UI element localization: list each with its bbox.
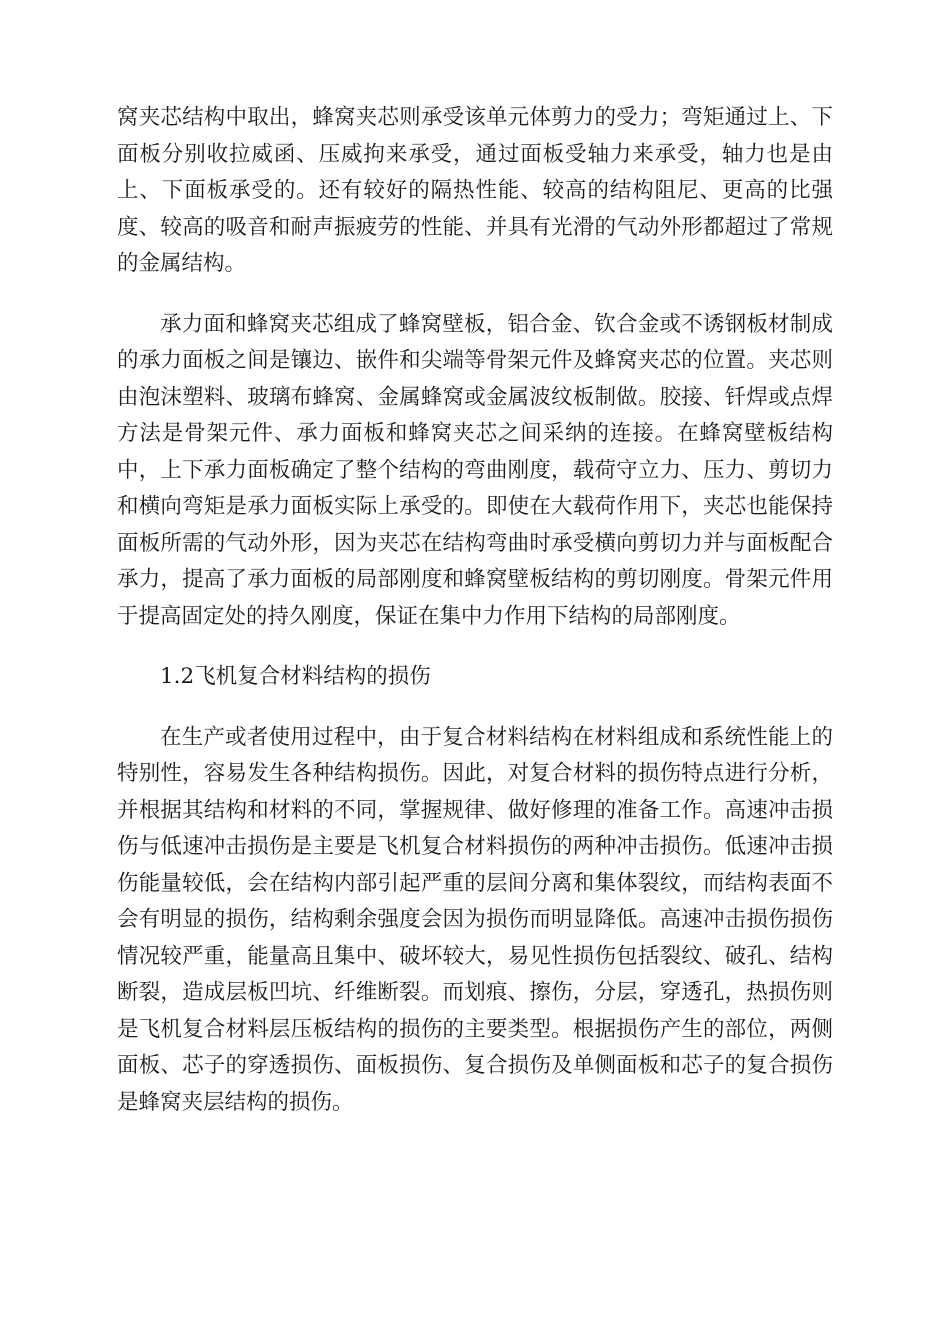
document-page (117, 100, 833, 1145)
paragraph-honeycomb-panel: 承力面和蜂窝夹芯组成了蜂窝壁板，铝合金、钦合金或不诱钢板材制成的承力面板之间是镶边、嵌件和尖端等骨架元件及蜂窝夹芯的位置。夹芯则由泡沫塑料、玻璃布蜂窝、金属蜂窝或金属波纹板制做。胶接、钎焊或点焊方法是骨架元件、承力面板和蜂窝夹芯之间采纳的连接。在蜂窝壁板结构中，上下承力面板确定了整个结构的弯曲刚度，载荷守立力、压力、剪切力和横向弯矩是承力面板实际上承受的。即使在大载荷作用下，夹芯也能保持面板所需的气动外形，因为夹芯在结构弯曲时承受横向剪切力并与面板配合承力，提高了承力面板的局部刚度和蜂窝壁板结构的剪切刚度。骨架元件用于提高固定处的持久刚度，保证在集中力作用下结构的局部刚度。 (117, 311, 833, 629)
paragraph-continued: 窝夹芯结构中取出，蜂窝夹芯则承受该单元体剪力的受力；弯矩通过上、下面板分别收拉威函、压威拘来承受，通过面板受轴力来承受，轴力也是由上、下面板承受的。还有较好的隔热性能、较高的结构阻尼、更高的比强度、较高的吸音和耐声振疲劳的性能、并具有光滑的气动外形都超过了常规的金属结构。 (117, 105, 833, 276)
section-heading: 1.2飞机复合材料结构的损伤 (160, 664, 431, 689)
paragraph-damage: 在生产或者使用过程中，由于复合材料结构在材料组成和系统性能上的特别性，容易发生各种结构损伤。因此，对复合材料的损伤特点进行分析，并根据其结构和材料的不同，掌握规律、做好修理的准备工作。高速冲击损伤与低速冲击损伤是主要是飞机复合材料损伤的两种冲击损伤。低速冲击损伤能量较低，会在结构内部引起严重的层间分离和集体裂纹，而结构表面不会有明显的损伤，结构剩余强度会因为损伤而明显降低。高速冲击损伤损伤情况较严重，能量高且集中、破坏较大，易见性损伤包括裂纹、破孔、结构断裂，造成层板凹坑、纤维断裂。而划痕、擦伤，分层，穿透孔，热损伤则是飞机复合材料层压板结构的损伤的主要类型。根据损伤产生的部位，两侧面板、芯子的穿透损伤、面板损伤、复合损伤及单侧面板和芯子的复合损伤是蜂窝夹层结构的损伤。 (117, 724, 833, 1115)
